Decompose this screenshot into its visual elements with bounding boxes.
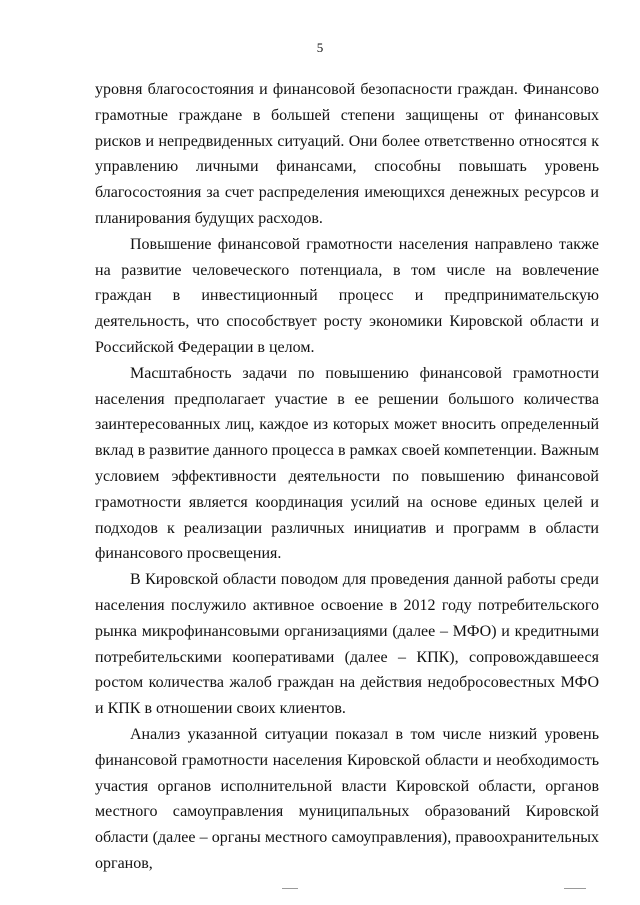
scan-mark-right — [564, 888, 586, 889]
document-body — [95, 77, 599, 877]
paragraph-1: уровня благосостояния и финансовой безопасности граждан. Финансово грамотные граждане в большей степени защищены от финансовых рисков и непредвиденных ситуаций. Они более ответственно относятся к управлению личными финансами, способны повышать уровень благосостояния за счет распределения имеющихся денежных ресурсов и планирования будущих расходов. — [95, 81, 599, 227]
paragraph-4: В Кировской области поводом для проведения данной работы среди населения послужило активное освоение в 2012 году потребительского рынка микрофинансовыми организациями (далее – МФО) и кредитными потребительскими кооперативами (далее – КПК), сопровождавшееся ростом количества жалоб граждан на действия недобросовестных МФО и КПК в отношении своих клиентов. — [95, 571, 599, 718]
page-number: 5 — [316, 40, 324, 55]
paragraph-3: Масштабность задачи по повышению финансовой грамотности населения предполагает участие в ее решении большого количества заинтересованных лиц, каждое из которых может вносить определенный вклад в развитие данного процесса в рамках своей компетенции. Важным условием эффективности деятельности по повышению финансовой грамотности является координация усилий на основе единых целей и подходов к реализации различных инициатив и программ в области финансового просвещения. — [95, 364, 599, 563]
scan-mark-left — [282, 888, 298, 889]
paragraph-2: Повышение финансовой грамотности населения направлено также на развитие человеческого потенциала, в том числе на вовлечение граждан в инвестиционный процесс и предпринимательскую деятельность, что способствует росту экономики Кировской области и Российской Федерации в целом. — [95, 235, 599, 356]
paragraph-5: Анализ указанной ситуации показал в том числе низкий уровень финансовой грамотности населения Кировской области и необходимость участия органов исполнительной власти Кировской области, органов местного самоуправления муниципальных образований Кировской области (далее – органы местного самоуправления), правоохранительных органов, — [95, 725, 599, 872]
